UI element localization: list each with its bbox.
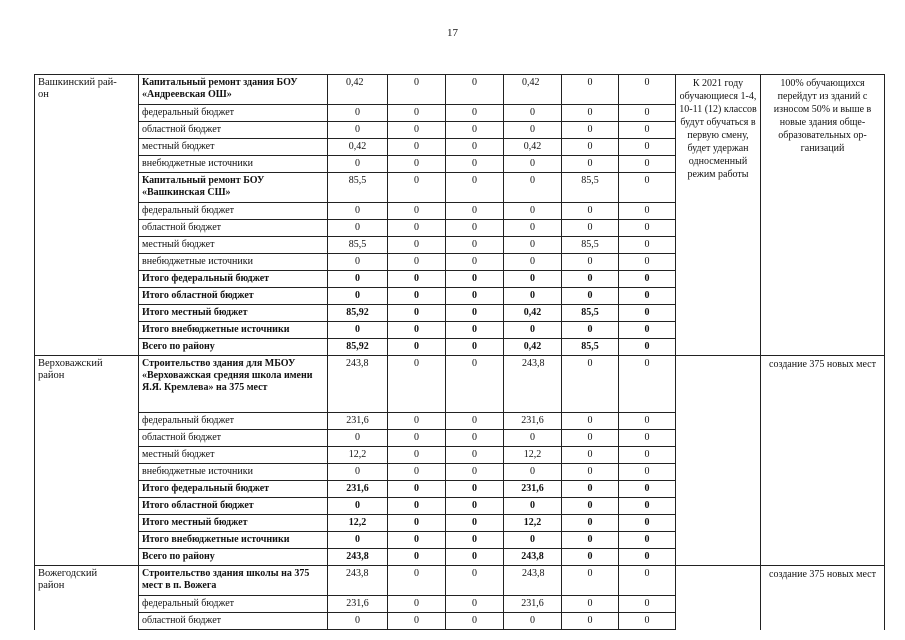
expected-result: 100% обучающихся перейдут из зданий с износом 50% и выше в новые здания обще-образовательных ор-ганизаций — [761, 75, 885, 356]
row-label: Строительство здания школы на 375 мест в п. Вожега — [139, 566, 328, 596]
value-cell: 0 — [562, 322, 619, 339]
value-cell: 0 — [504, 203, 562, 220]
value-cell: 0 — [328, 498, 388, 515]
value-cell: 0 — [388, 203, 446, 220]
row-label: местный бюджет — [139, 447, 328, 464]
value-cell: 231,6 — [328, 481, 388, 498]
row-label: областной бюджет — [139, 430, 328, 447]
row-label: Итого внебюджетные источники — [139, 322, 328, 339]
value-cell: 0 — [562, 156, 619, 173]
value-cell: 0 — [446, 288, 504, 305]
value-cell: 243,8 — [504, 566, 562, 596]
value-cell: 0 — [619, 549, 676, 566]
budget-table — [34, 74, 885, 630]
value-cell: 0 — [619, 122, 676, 139]
district-name: Верховажский район — [35, 356, 139, 566]
value-cell: 0 — [619, 613, 676, 630]
value-cell: 0 — [388, 498, 446, 515]
value-cell: 0 — [446, 515, 504, 532]
value-cell: 0 — [504, 532, 562, 549]
expected-result: создание 375 новых мест — [761, 356, 885, 566]
value-cell: 85,5 — [562, 305, 619, 322]
value-cell: 0 — [619, 596, 676, 613]
value-cell: 0 — [619, 288, 676, 305]
value-cell: 0 — [446, 596, 504, 613]
value-cell: 12,2 — [504, 515, 562, 532]
value-cell: 0 — [504, 105, 562, 122]
value-cell: 0 — [504, 254, 562, 271]
value-cell: 0 — [446, 356, 504, 413]
row-label: федеральный бюджет — [139, 105, 328, 122]
value-cell: 0,42 — [504, 339, 562, 356]
value-cell: 0 — [388, 139, 446, 156]
value-cell: 0 — [388, 156, 446, 173]
value-cell: 0 — [619, 464, 676, 481]
value-cell: 0 — [388, 220, 446, 237]
value-cell: 0 — [328, 288, 388, 305]
value-cell: 0 — [446, 613, 504, 630]
value-cell: 12,2 — [504, 447, 562, 464]
value-cell: 231,6 — [328, 596, 388, 613]
table-row — [35, 75, 885, 105]
row-label: федеральный бюджет — [139, 596, 328, 613]
value-cell: 0 — [619, 339, 676, 356]
value-cell: 0 — [562, 413, 619, 430]
value-cell: 0 — [504, 498, 562, 515]
value-cell: 231,6 — [328, 413, 388, 430]
value-cell: 0 — [619, 237, 676, 254]
row-label: Всего по району — [139, 339, 328, 356]
value-cell: 0 — [562, 613, 619, 630]
value-cell: 0 — [562, 75, 619, 105]
value-cell: 0 — [446, 498, 504, 515]
value-cell: 0 — [504, 156, 562, 173]
value-cell: 0 — [328, 464, 388, 481]
value-cell: 0 — [328, 220, 388, 237]
value-cell: 0 — [562, 203, 619, 220]
schedule-note: К 2021 году обучающиеся 1-4, 10-11 (12) классов будут обучаться в первую смену, будет удержан односменный режим работы — [676, 75, 761, 356]
value-cell: 243,8 — [504, 356, 562, 413]
value-cell: 0 — [562, 356, 619, 413]
value-cell: 0 — [619, 447, 676, 464]
page-number: 17 — [447, 27, 458, 39]
value-cell: 0 — [619, 139, 676, 156]
value-cell: 85,5 — [562, 237, 619, 254]
value-cell: 0 — [562, 566, 619, 596]
district-name: Вашкинский рай- он — [35, 75, 139, 356]
value-cell: 0 — [504, 220, 562, 237]
value-cell: 0 — [446, 413, 504, 430]
row-label: областной бюджет — [139, 613, 328, 630]
value-cell: 0 — [446, 447, 504, 464]
value-cell: 0 — [446, 566, 504, 596]
value-cell: 0 — [562, 532, 619, 549]
row-label: Капитальный ремонт БОУ «Вашкинская СШ» — [139, 173, 328, 203]
schedule-note — [676, 356, 761, 566]
value-cell: 0 — [446, 305, 504, 322]
value-cell: 0 — [562, 430, 619, 447]
value-cell: 0 — [388, 447, 446, 464]
value-cell: 0 — [388, 305, 446, 322]
value-cell: 0 — [562, 498, 619, 515]
table-row — [35, 566, 885, 596]
value-cell: 0 — [619, 271, 676, 288]
value-cell: 0 — [446, 139, 504, 156]
value-cell: 0 — [562, 271, 619, 288]
value-cell: 0 — [562, 596, 619, 613]
row-label: Итого областной бюджет — [139, 498, 328, 515]
value-cell: 0 — [562, 481, 619, 498]
value-cell: 0 — [388, 613, 446, 630]
value-cell: 0 — [388, 481, 446, 498]
value-cell: 0 — [328, 613, 388, 630]
row-label: федеральный бюджет — [139, 203, 328, 220]
value-cell: 0 — [619, 220, 676, 237]
value-cell: 85,92 — [328, 339, 388, 356]
value-cell: 0 — [562, 549, 619, 566]
value-cell: 0 — [328, 254, 388, 271]
value-cell: 0 — [328, 271, 388, 288]
value-cell: 0 — [328, 322, 388, 339]
value-cell: 231,6 — [504, 413, 562, 430]
value-cell: 0 — [446, 464, 504, 481]
value-cell: 0 — [446, 339, 504, 356]
value-cell: 0 — [388, 566, 446, 596]
value-cell: 0 — [619, 515, 676, 532]
row-label: Итого федеральный бюджет — [139, 271, 328, 288]
value-cell: 0 — [328, 105, 388, 122]
value-cell: 231,6 — [504, 596, 562, 613]
value-cell: 0 — [619, 254, 676, 271]
value-cell: 243,8 — [328, 356, 388, 413]
value-cell: 0 — [446, 549, 504, 566]
value-cell: 0 — [388, 122, 446, 139]
row-label: Итого местный бюджет — [139, 515, 328, 532]
value-cell: 0 — [619, 356, 676, 413]
value-cell: 0 — [388, 254, 446, 271]
value-cell: 0 — [446, 481, 504, 498]
row-label: Капитальный ремонт здания БОУ «Андреевская ОШ» — [139, 75, 328, 105]
value-cell: 0 — [504, 464, 562, 481]
value-cell: 0 — [388, 271, 446, 288]
value-cell: 0 — [388, 464, 446, 481]
value-cell: 0 — [388, 356, 446, 413]
row-label: внебюджетные источники — [139, 254, 328, 271]
value-cell: 0 — [562, 288, 619, 305]
value-cell: 0 — [388, 532, 446, 549]
value-cell: 12,2 — [328, 515, 388, 532]
row-label: Строительство здания для МБОУ «Верховажская средняя школа имени Я.Я. Кремлева» на 375 мест — [139, 356, 328, 413]
value-cell: 0 — [446, 254, 504, 271]
value-cell: 0,42 — [504, 139, 562, 156]
value-cell: 0 — [328, 156, 388, 173]
value-cell: 0 — [504, 237, 562, 254]
value-cell: 0 — [562, 254, 619, 271]
value-cell: 0 — [504, 173, 562, 203]
value-cell: 0,42 — [328, 75, 388, 105]
value-cell: 0 — [446, 271, 504, 288]
value-cell: 12,2 — [328, 447, 388, 464]
value-cell: 0 — [446, 105, 504, 122]
value-cell: 0 — [388, 515, 446, 532]
value-cell: 0 — [504, 430, 562, 447]
value-cell: 0,42 — [328, 139, 388, 156]
value-cell: 0 — [619, 481, 676, 498]
row-label: местный бюджет — [139, 237, 328, 254]
row-label: местный бюджет — [139, 139, 328, 156]
district-name: Вожегодский район — [35, 566, 139, 630]
row-label: Всего по району — [139, 549, 328, 566]
value-cell: 0 — [446, 156, 504, 173]
value-cell: 0 — [562, 105, 619, 122]
row-label: внебюджетные источники — [139, 464, 328, 481]
value-cell: 0,42 — [504, 305, 562, 322]
value-cell: 0 — [504, 613, 562, 630]
row-label: внебюджетные источники — [139, 156, 328, 173]
value-cell: 0 — [446, 173, 504, 203]
value-cell: 0 — [619, 498, 676, 515]
value-cell: 0 — [619, 105, 676, 122]
value-cell: 0 — [388, 173, 446, 203]
value-cell: 231,6 — [504, 481, 562, 498]
value-cell: 0 — [619, 532, 676, 549]
value-cell: 0 — [446, 532, 504, 549]
value-cell: 0 — [619, 203, 676, 220]
value-cell: 0 — [619, 430, 676, 447]
value-cell: 0 — [388, 105, 446, 122]
value-cell: 0 — [619, 322, 676, 339]
value-cell: 0 — [619, 75, 676, 105]
value-cell: 0 — [388, 413, 446, 430]
value-cell: 0 — [619, 156, 676, 173]
value-cell: 0 — [388, 288, 446, 305]
value-cell: 0 — [562, 220, 619, 237]
value-cell: 0 — [446, 237, 504, 254]
value-cell: 0,42 — [504, 75, 562, 105]
value-cell: 0 — [504, 288, 562, 305]
value-cell: 0 — [328, 203, 388, 220]
value-cell: 0 — [562, 139, 619, 156]
value-cell: 0 — [504, 271, 562, 288]
value-cell: 85,5 — [328, 173, 388, 203]
value-cell: 0 — [562, 447, 619, 464]
row-label: Итого внебюджетные источники — [139, 532, 328, 549]
value-cell: 0 — [388, 322, 446, 339]
value-cell: 0 — [328, 430, 388, 447]
value-cell: 0 — [562, 464, 619, 481]
value-cell: 0 — [619, 566, 676, 596]
value-cell: 85,5 — [562, 173, 619, 203]
schedule-note — [676, 566, 761, 630]
value-cell: 243,8 — [504, 549, 562, 566]
row-label: областной бюджет — [139, 220, 328, 237]
value-cell: 0 — [562, 122, 619, 139]
value-cell: 0 — [328, 532, 388, 549]
value-cell: 0 — [388, 75, 446, 105]
row-label: областной бюджет — [139, 122, 328, 139]
value-cell: 85,5 — [562, 339, 619, 356]
value-cell: 0 — [446, 203, 504, 220]
row-label: Итого местный бюджет — [139, 305, 328, 322]
value-cell: 0 — [446, 322, 504, 339]
value-cell: 243,8 — [328, 549, 388, 566]
value-cell: 0 — [328, 122, 388, 139]
value-cell: 243,8 — [328, 566, 388, 596]
expected-result: создание 375 новых мест — [761, 566, 885, 630]
value-cell: 0 — [388, 339, 446, 356]
value-cell: 0 — [446, 220, 504, 237]
value-cell: 0 — [619, 305, 676, 322]
row-label: Итого федеральный бюджет — [139, 481, 328, 498]
row-label: Итого областной бюджет — [139, 288, 328, 305]
value-cell: 0 — [388, 237, 446, 254]
value-cell: 0 — [504, 122, 562, 139]
value-cell: 0 — [562, 515, 619, 532]
value-cell: 0 — [388, 596, 446, 613]
value-cell: 0 — [388, 430, 446, 447]
table-row — [35, 356, 885, 413]
value-cell: 85,5 — [328, 237, 388, 254]
value-cell: 0 — [388, 549, 446, 566]
value-cell: 85,92 — [328, 305, 388, 322]
value-cell: 0 — [446, 122, 504, 139]
value-cell: 0 — [619, 413, 676, 430]
value-cell: 0 — [619, 173, 676, 203]
row-label: федеральный бюджет — [139, 413, 328, 430]
value-cell: 0 — [504, 322, 562, 339]
value-cell: 0 — [446, 75, 504, 105]
value-cell: 0 — [446, 430, 504, 447]
